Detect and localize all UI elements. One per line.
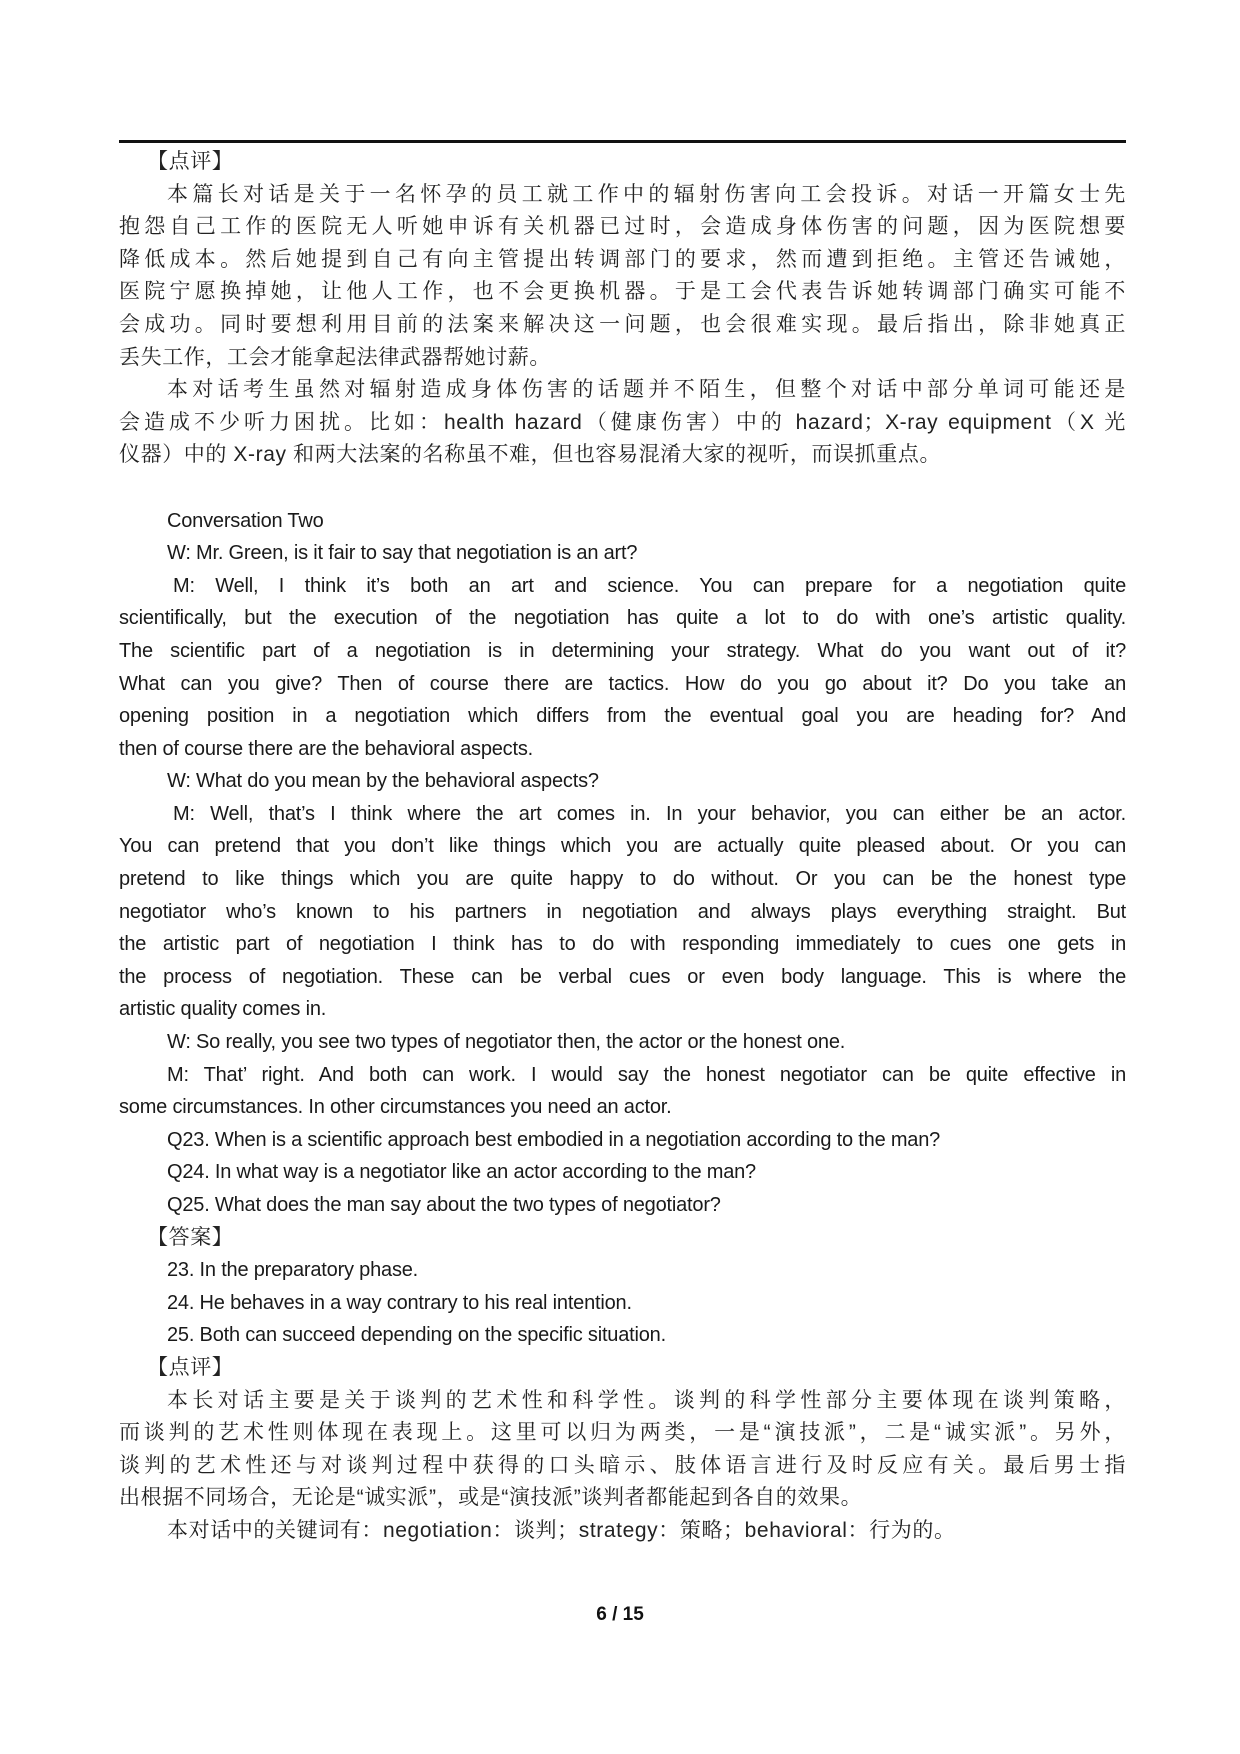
text-line: 医院宁愿换掉她，让他人工作，也不会更换机器。于是工会代表告诉她转调部门确实可能不	[119, 280, 1126, 304]
answer-item: 24. He behaves in a way contrary to his real intention.	[167, 1291, 632, 1314]
answer-heading: 【答案】	[147, 1225, 234, 1249]
dialogue-man-1	[119, 570, 1126, 766]
text-line: You can pretend that you don’t like things which you are actually quite pleased about. Or you can	[119, 835, 1126, 858]
text-line: 出根据不同场合，无论是“诚实派”，或是“演技派”谈判者都能起到各自的效果。	[119, 1486, 863, 1510]
text-line: M: Well, I think it’s both an art and science. You can prepare for a negotiation quite	[173, 574, 1126, 597]
text-line: 而谈判的艺术性则体现在表现上。这里可以归为两类，一是“演技派”，二是“诚实派”。另外，	[119, 1421, 1126, 1445]
comment-paragraph-1	[119, 179, 1126, 375]
text-line: 本长对话主要是关于谈判的艺术性和科学性。谈判的科学性部分主要体现在谈判策略，	[167, 1388, 1126, 1412]
dialogue-woman-1: W: Mr. Green, is it fair to say that negotiation is an art?	[167, 542, 638, 565]
text-line: pretend to like things which you are quite happy to do without. Or you can be the honest type	[119, 868, 1126, 891]
text-line: opening position in a negotiation which differs from the eventual goal you are heading for? And	[119, 705, 1126, 728]
answer-item: 25. Both can succeed depending on the specific situation.	[167, 1324, 666, 1347]
comment-heading-2: 【点评】	[147, 1355, 234, 1379]
text-line: M: That’ right. And both can work. I would say the honest negotiator can be quite effective in	[167, 1063, 1126, 1086]
header-rule	[119, 140, 1126, 143]
text-line: negotiator who’s known to his partners in negotiation and always plays everything straight. But	[119, 900, 1126, 923]
dialogue-woman-3: W: So really, you see two types of negotiator then, the actor or the honest one.	[167, 1031, 846, 1054]
text-line: The scientific part of a negotiation is in determining your strategy. What do you want out of it?	[119, 639, 1126, 662]
comment-paragraph-2	[119, 374, 1126, 472]
question-item: Q24. In what way is a negotiator like an actor according to the man?	[167, 1161, 756, 1184]
text-line: the process of negotiation. These can be verbal cues or even body language. This is where the	[119, 965, 1126, 988]
spacer	[119, 472, 1126, 505]
text-line: then of course there are the behavioral aspects.	[119, 737, 533, 760]
text-line: 会造成不少听力困扰。比如：health hazard（健康伤害）中的 hazard；X-ray equipment（X 光	[119, 410, 1126, 434]
text-line: M: Well, that’s I think where the art comes in. In your behavior, you can either be an actor.	[173, 802, 1126, 825]
question-item: Q25. What does the man say about the two types of negotiator?	[167, 1194, 721, 1216]
text-line: the artistic part of negotiation I think has to do with responding immediately to cues one gets in	[119, 933, 1126, 956]
answers-list	[119, 1254, 1126, 1352]
text-line: 仪器）中的 X-ray 和两大法案的名称虽不难，但也容易混淆大家的视听，而误抓重点。	[119, 443, 942, 467]
keywords-line: 本对话中的关键词有：negotiation：谈判；strategy：策略；behavioral：行为的。	[167, 1518, 956, 1542]
text-line: 降低成本。然后她提到自己有向主管提出转调部门的要求，然而遭到拒绝。主管还告诫她，	[119, 247, 1126, 271]
text-line: 抱怨自己工作的医院无人听她申诉有关机器已过时，会造成身体伤害的问题，因为医院想要	[119, 215, 1126, 239]
comment-paragraph-3	[119, 1385, 1126, 1515]
text-line: What can you give? Then of course there are tactics. How do you go about it? Do you take an	[119, 672, 1126, 695]
page-number: 6 / 15	[596, 1604, 644, 1625]
text-line: scientifically, but the execution of the negotiation has quite a lot to do with one’s artistic quality.	[119, 607, 1126, 630]
conversation-title: Conversation Two	[167, 509, 324, 532]
text-line: 本对话考生虽然对辐射造成身体伤害的话题并不陌生，但整个对话中部分单词可能还是	[167, 378, 1126, 402]
text-line: 丢失工作，工会才能拿起法律武器帮她讨薪。	[119, 345, 551, 369]
text-line: 会成功。同时要想利用目前的法案来解决这一问题，也会很难实现。最后指出，除非她真正	[119, 312, 1126, 336]
dialogue-man-3	[119, 1059, 1126, 1124]
answer-item: 23. In the preparatory phase.	[167, 1259, 419, 1282]
comment-heading-1: 【点评】	[147, 150, 234, 173]
text-line: 本篇长对话是关于一名怀孕的员工就工作中的辐射伤害向工会投诉。对话一开篇女士先	[167, 182, 1126, 206]
document-body	[119, 146, 1126, 1548]
questions-list	[119, 1124, 1126, 1222]
text-line: artistic quality comes in.	[119, 998, 327, 1021]
text-line: some circumstances. In other circumstances you need an actor.	[119, 1096, 672, 1119]
dialogue-man-2	[119, 798, 1126, 1026]
text-line: 谈判的艺术性还与对谈判过程中获得的口头暗示、肢体语言进行及时反应有关。最后男士指	[119, 1453, 1126, 1477]
question-item: Q23. When is a scientific approach best embodied in a negotiation according to the man?	[167, 1128, 941, 1151]
dialogue-woman-2: W: What do you mean by the behavioral aspects?	[167, 770, 599, 793]
